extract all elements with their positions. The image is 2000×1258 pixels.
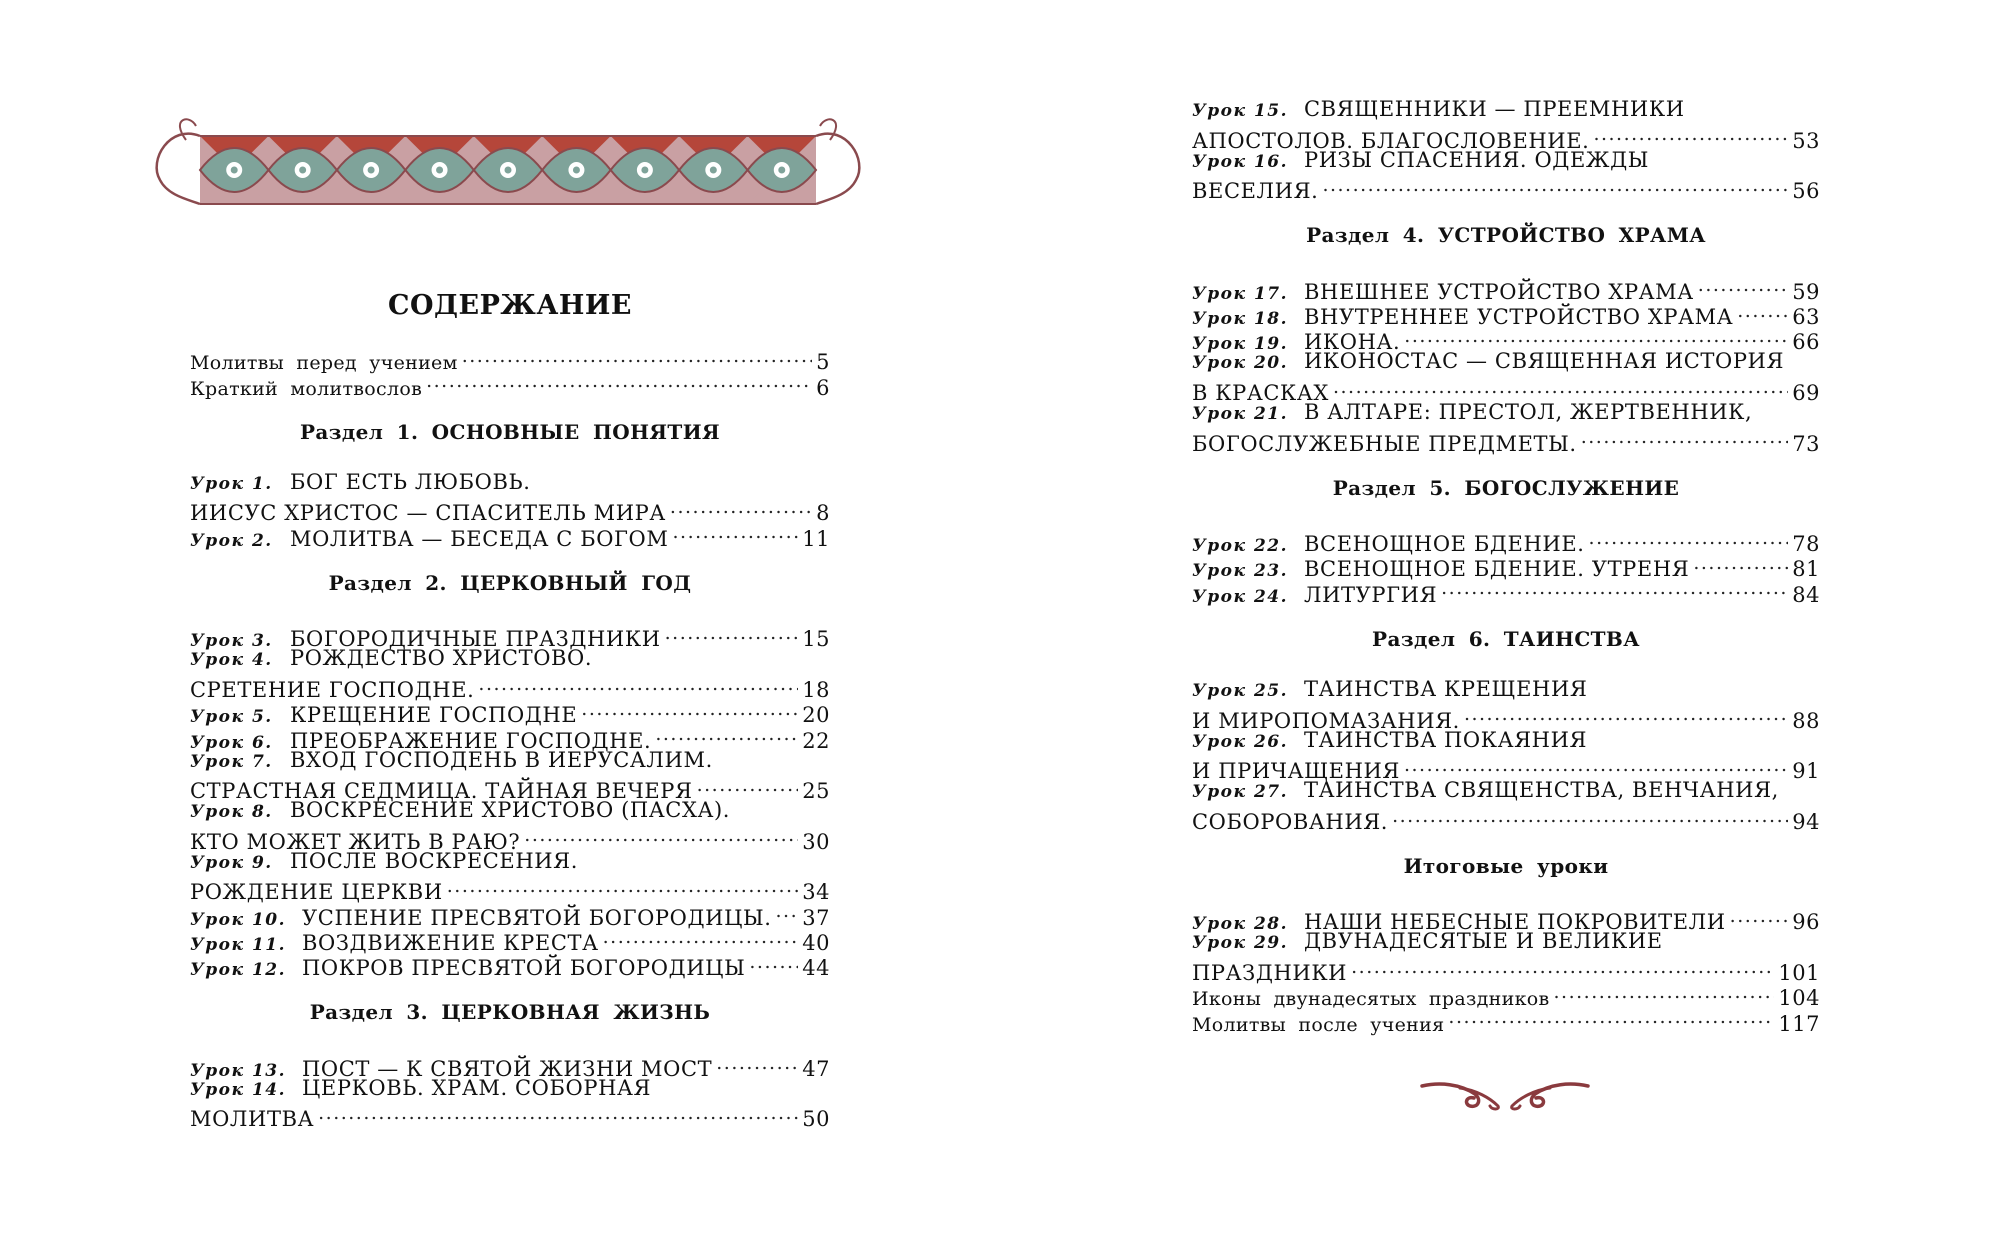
lesson-entry: [1192, 778, 1820, 803]
ornament-flower-center: [299, 167, 306, 174]
toc-section: [1192, 853, 1820, 986]
lesson-label: Урок 13.: [190, 1060, 287, 1081]
entry-text: ПОКРОВ ПРЕСВЯТОЙ БОГОРОДИЦЫ: [302, 956, 746, 981]
dot-leader: [426, 369, 812, 394]
page-number: 5: [816, 350, 830, 375]
lesson-label: Урок 12.: [190, 960, 287, 981]
dot-leader: [1464, 702, 1788, 727]
toc-section: [190, 570, 830, 981]
lesson-label: Урок 17.: [1192, 283, 1289, 304]
page-number: 78: [1792, 532, 1820, 557]
entry-text: ПОСЛЕ ВОСКРЕСЕНИЯ.: [290, 848, 579, 873]
dot-leader: [478, 672, 798, 697]
page-number: 63: [1792, 305, 1820, 330]
lesson-entry: [1192, 349, 1820, 374]
lesson-label: Урок 24.: [1192, 586, 1289, 607]
page-number: 91: [1792, 759, 1820, 784]
dot-leader: [655, 722, 798, 747]
page-number: 117: [1778, 1011, 1820, 1036]
entry-text: РИЗЫ СПАСЕНИЯ. ОДЕЖДЫ: [1304, 147, 1650, 172]
dot-leader: [1322, 173, 1788, 198]
dot-leader: [1404, 753, 1788, 778]
lesson-label: Урок 8.: [190, 802, 273, 823]
dot-leader: [1448, 1005, 1774, 1030]
entry-text: ПОСТ — К СВЯТОЙ ЖИЗНИ МОСТ: [302, 1056, 713, 1081]
entry-text: В КРАСКАХ: [1192, 380, 1329, 405]
entry-text: СРЕТЕНИЕ ГОСПОДНЕ.: [190, 677, 475, 702]
entry-text: УСПЕНИЕ ПРЕСВЯТОЙ БОГОРОДИЦЫ.: [302, 905, 772, 930]
page-number: 37: [802, 905, 830, 930]
lesson-entry-continued: [1192, 753, 1820, 784]
lesson-entry: [1192, 97, 1820, 122]
lesson-entry: [1192, 929, 1820, 954]
entry-text: ВХОД ГОСПОДЕНЬ В ИЕРУСАЛИМ.: [290, 747, 713, 772]
page-number: 6: [816, 375, 830, 400]
page-number: 88: [1792, 708, 1820, 733]
section-heading: Раздел 4. УСТРОЙСТВО ХРАМА: [1306, 223, 1706, 248]
lesson-entry-continued: [1192, 122, 1820, 153]
dot-leader: [524, 823, 798, 848]
ornament-flower-center: [505, 167, 512, 174]
page-number: 20: [802, 703, 830, 728]
section-heading: Раздел 3. ЦЕРКОВНАЯ ЖИЗНЬ: [309, 1000, 711, 1025]
lesson-label: Урок 18.: [1192, 309, 1289, 330]
page-number: 81: [1792, 557, 1820, 582]
dot-leader: [1737, 299, 1788, 324]
lesson-entry-continued: [1192, 425, 1820, 456]
entry-text: ВЕСЕЛИЯ.: [1192, 179, 1319, 204]
entry-text: СОБОРОВАНИЯ.: [1192, 809, 1389, 834]
page-number: 96: [1792, 910, 1820, 935]
page-number: 73: [1792, 431, 1820, 456]
dot-leader: [1730, 904, 1789, 929]
entry-text: ИИСУС ХРИСТОС — СПАСИТЕЛЬ МИРА: [190, 501, 666, 526]
lesson-label: Урок 26.: [1192, 731, 1289, 752]
lesson-entry-continued: [1192, 173, 1820, 204]
entry-text: АПОСТОЛОВ. БЛАГОСЛОВЕНИЕ.: [1192, 128, 1590, 153]
page-number: 18: [802, 677, 830, 702]
lesson-entry: [1192, 273, 1820, 304]
lesson-entry-continued: [190, 773, 830, 804]
flourish-ornament: [1420, 1076, 1590, 1116]
entry-text: КРЕЩЕНИЕ ГОСПОДНЕ: [290, 703, 578, 728]
dot-leader: [716, 1051, 798, 1076]
ornament-flower-center: [231, 167, 238, 174]
page-number: 53: [1792, 128, 1820, 153]
lesson-label: Урок 29.: [1192, 933, 1289, 954]
page-number: 25: [802, 779, 830, 804]
lesson-entry: [1192, 904, 1820, 935]
ornament-left-scroll: [180, 119, 196, 140]
ornament-left-curl: [157, 134, 200, 204]
page-number: 56: [1792, 179, 1820, 204]
page-number: 59: [1792, 279, 1820, 304]
lesson-label: Урок 16.: [1192, 151, 1289, 172]
dot-leader: [665, 621, 799, 646]
entry-text: ВОСКРЕСЕНИЕ ХРИСТОВО (ПАСХА).: [290, 798, 731, 823]
lesson-entry-continued: [1192, 375, 1820, 405]
lesson-entry: [190, 1076, 830, 1101]
dot-leader: [672, 520, 798, 545]
toc-sections-right: [1192, 97, 1820, 986]
toc-outro: [1192, 980, 1820, 1036]
entry-text: ВСЕНОЩНОЕ БДЕНИЕ.: [1304, 532, 1585, 557]
entry-text: ТАИНСТВА ПОКАЯНИЯ: [1304, 727, 1588, 752]
lesson-entry: [190, 470, 830, 495]
lesson-entry-continued: [1192, 702, 1820, 733]
lesson-entry: [190, 621, 830, 652]
lesson-entry-continued: [1192, 955, 1820, 986]
dot-leader: [1441, 576, 1788, 601]
page-number: 69: [1792, 380, 1820, 405]
section-heading: Раздел 6. ТАИНСТВА: [1372, 626, 1640, 651]
page-number: 104: [1778, 986, 1820, 1011]
ornament-right-curl: [816, 134, 859, 204]
dot-leader: [670, 495, 812, 520]
toc-section: [1192, 97, 1820, 204]
lesson-entry-continued: [190, 1101, 830, 1132]
dot-leader: [697, 773, 799, 798]
entry-text: КТО МОЖЕТ ЖИТЬ В РАЮ?: [190, 829, 521, 854]
entry-text: ПРЕОБРАЖЕНИЕ ГОСПОДНЕ.: [290, 728, 652, 753]
lesson-label: Урок 6.: [190, 732, 273, 753]
lesson-entry: [190, 748, 830, 773]
lesson-entry: [1192, 677, 1820, 702]
entry-text: Молитвы после учения: [1192, 1013, 1445, 1036]
entry-text: ДВУНАДЕСЯТЫЕ И ВЕЛИКИЕ: [1304, 929, 1663, 954]
lesson-entry: [190, 1051, 830, 1081]
ornament-flower-center: [710, 167, 717, 174]
entry-text: В АЛТАРЕ: ПРЕСТОЛ, ЖЕРТВЕННИК,: [1304, 399, 1753, 424]
page-number: 84: [1792, 582, 1820, 607]
page-number: 50: [802, 1107, 830, 1132]
lesson-label: Урок 20.: [1192, 353, 1289, 374]
entry-text: Краткий молитвослов: [190, 377, 423, 400]
entry-text: ЛИТУРГИЯ: [1304, 582, 1438, 607]
toc-section: [1192, 223, 1820, 456]
entry-text: ВНЕШНЕЕ УСТРОЙСТВО ХРАМА: [1304, 279, 1694, 304]
decorative-border-ornament: [148, 112, 868, 228]
lesson-entry: [190, 646, 830, 671]
lesson-label: Урок 9.: [190, 852, 273, 873]
lesson-label: Урок 15.: [1192, 101, 1289, 121]
dot-leader: [776, 899, 799, 924]
lesson-label: Урок 5.: [190, 707, 273, 728]
flourish-left-curl: [1422, 1084, 1479, 1106]
lesson-label: Урок 4.: [190, 650, 273, 671]
entry-text: СВЯЩЕННИКИ — ПРЕЕМНИКИ: [1304, 97, 1685, 121]
entry-text: БОГ ЕСТЬ ЛЮБОВЬ.: [290, 469, 531, 494]
entry-text: НАШИ НЕБЕСНЫЕ ПОКРОВИТЕЛИ: [1304, 910, 1726, 935]
lesson-entry-continued: [190, 823, 830, 854]
lesson-entry: [1192, 728, 1820, 753]
entry-text: МОЛИТВА — БЕСЕДА С БОГОМ: [290, 526, 669, 551]
ornament-flower-center: [641, 167, 648, 174]
entry-text: И ПРИЧАЩЕНИЯ: [1192, 759, 1400, 784]
lesson-label: Урок 14.: [190, 1079, 287, 1100]
ornament-right-scroll: [820, 119, 836, 140]
dot-leader: [603, 925, 799, 950]
dot-leader: [581, 697, 798, 722]
lesson-label: Урок 1.: [190, 473, 273, 494]
entry-text: БОГОРОДИЧНЫЕ ПРАЗДНИКИ: [290, 627, 661, 652]
entry-text: Иконы двунадесятых праздников: [1192, 988, 1550, 1011]
dot-leader: [318, 1101, 798, 1126]
lesson-entry: [190, 849, 830, 874]
dot-leader: [1554, 980, 1775, 1005]
lesson-label: Урок 11.: [190, 934, 287, 955]
toc-section: [1192, 626, 1820, 834]
entry-text: ТАИНСТВА СВЯЩЕНСТВА, ВЕНЧАНИЯ,: [1304, 778, 1779, 803]
ornament-flower-center: [778, 167, 785, 174]
entry-text: ВОЗДВИЖЕНИЕ КРЕСТА: [302, 930, 599, 955]
section-heading: Итоговые уроки: [1403, 853, 1609, 878]
dot-leader: [1693, 551, 1788, 576]
lesson-label: Урок 3.: [190, 631, 273, 652]
toc-entry: [190, 344, 830, 375]
page-number: 30: [802, 829, 830, 854]
section-heading: Раздел 2. ЦЕРКОВНЫЙ ГОД: [328, 570, 692, 595]
lesson-label: Урок 7.: [190, 751, 273, 772]
lesson-entry-continued: [190, 672, 830, 702]
entry-text: ИКОНА.: [1304, 330, 1401, 355]
lesson-entry: [1192, 148, 1820, 173]
dot-leader: [1593, 122, 1788, 147]
dot-leader: [1589, 526, 1789, 551]
dot-leader: [1333, 375, 1788, 400]
lesson-label: Урок 21.: [1192, 403, 1289, 424]
page-number: 8: [816, 501, 830, 526]
entry-text: СТРАСТНАЯ СЕДМИЦА. ТАЙНАЯ ВЕЧЕРЯ: [190, 779, 693, 804]
entry-text: И МИРОПОМАЗАНИЯ.: [1192, 708, 1460, 733]
toc-right-column: [1192, 97, 1820, 1036]
page-title: СОДЕРЖАНИЕ: [388, 290, 632, 321]
flourish-right-curl: [1531, 1084, 1588, 1106]
entry-text: РОЖДЕНИЕ ЦЕРКВИ: [190, 880, 443, 905]
toc-intro: [190, 344, 830, 400]
lesson-label: Урок 10.: [190, 909, 287, 930]
dot-leader: [1404, 324, 1788, 349]
entry-text: МОЛИТВА: [190, 1107, 315, 1132]
page-number: 15: [802, 627, 830, 652]
entry-text: Молитвы перед учением: [190, 352, 458, 375]
dot-leader: [447, 874, 799, 899]
section-heading: Раздел 5. БОГОСЛУЖЕНИЕ: [1332, 475, 1680, 500]
dot-leader: [1698, 273, 1788, 298]
lesson-entry-continued: [190, 495, 830, 526]
entry-text: ВСЕНОЩНОЕ БДЕНИЕ. УТРЕНЯ: [1304, 557, 1690, 582]
toc-left-column: [190, 344, 830, 1132]
section-heading: Раздел 1. ОСНОВНЫЕ ПОНЯТИЯ: [299, 419, 721, 444]
dot-leader: [749, 950, 798, 975]
lesson-entry: [190, 798, 830, 823]
dot-leader: [1351, 955, 1774, 980]
toc-section: [1192, 475, 1820, 607]
entry-text: ИКОНОСТАС — СВЯЩЕННАЯ ИСТОРИЯ: [1304, 349, 1785, 374]
page-number: 101: [1778, 961, 1820, 986]
lesson-entry-continued: [1192, 804, 1820, 834]
dot-leader: [1392, 804, 1788, 829]
ornament-flower-center: [436, 167, 443, 174]
lesson-label: Урок 23.: [1192, 561, 1289, 582]
lesson-label: Урок 28.: [1192, 914, 1289, 935]
lesson-label: Урок 19.: [1192, 334, 1289, 355]
toc-sections-left: [190, 419, 830, 1132]
page-number: 40: [802, 930, 830, 955]
page-number: 66: [1792, 330, 1820, 355]
entry-text: ВНУТРЕННЕЕ УСТРОЙСТВО ХРАМА: [1304, 305, 1734, 330]
lesson-label: Урок 2.: [190, 530, 273, 551]
entry-text: ЦЕРКОВЬ. ХРАМ. СОБОРНАЯ: [302, 1075, 652, 1100]
dot-leader: [1581, 425, 1789, 450]
toc-section: [190, 419, 830, 551]
page-number: 44: [802, 956, 830, 981]
lesson-label: Урок 22.: [1192, 536, 1289, 557]
entry-text: БОГОСЛУЖЕБНЫЕ ПРЕДМЕТЫ.: [1192, 431, 1577, 456]
lesson-label: Урок 27.: [1192, 782, 1289, 803]
ornament-flower-center: [573, 167, 580, 174]
page-number: 34: [802, 880, 830, 905]
entry-text: ТАИНСТВА КРЕЩЕНИЯ: [1304, 677, 1588, 702]
page-number: 22: [802, 728, 830, 753]
toc-section: [190, 1000, 830, 1132]
entry-text: ПРАЗДНИКИ: [1192, 961, 1348, 986]
lesson-entry: [1192, 526, 1820, 557]
page-number: 94: [1792, 809, 1820, 834]
lesson-label: Урок 25.: [1192, 681, 1289, 702]
ornament-flower-center: [368, 167, 375, 174]
page-number: 47: [802, 1056, 830, 1081]
entry-text: РОЖДЕСТВО ХРИСТОВО.: [290, 646, 593, 671]
dot-leader: [462, 344, 812, 369]
lesson-entry-continued: [190, 874, 830, 905]
page-number: 11: [802, 526, 830, 551]
lesson-entry: [1192, 400, 1820, 425]
